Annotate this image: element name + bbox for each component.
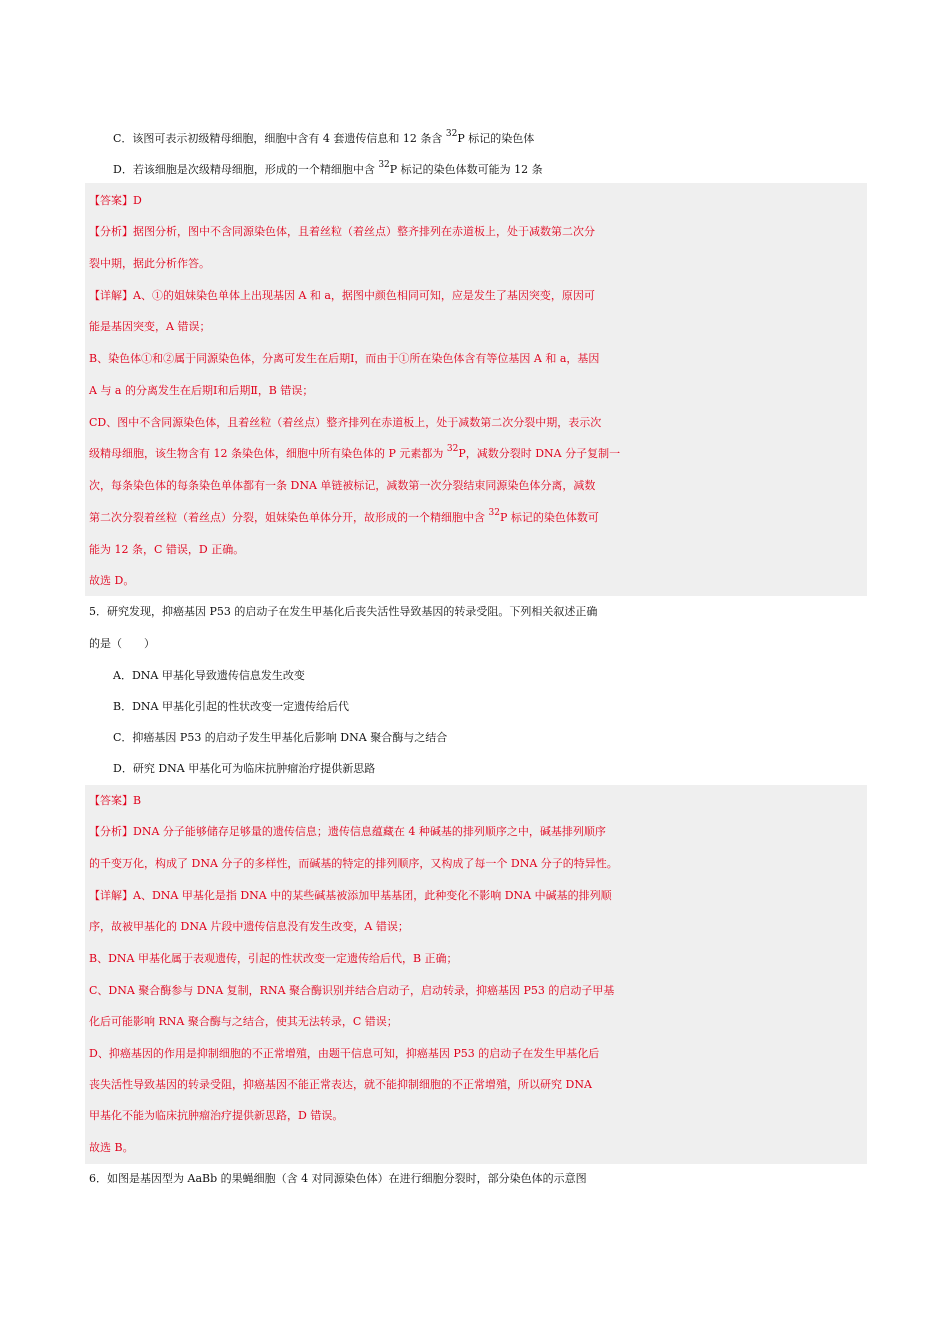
q4-detail-line: 能是基因突变，A 错误；: [89, 320, 211, 333]
q5-analysis-line: 的千变万化，构成了 DNA 分子的多样性，而碱基的特定的排列顺序，又构成了每一个 DNA 分子的特异性。: [89, 857, 618, 870]
q5-detail-line: 序，故被甲基化的 DNA 片段中遗传信息没有发生改变，A 错误；: [89, 920, 409, 933]
q4-choose: 故选 D。: [89, 574, 135, 587]
q4-detail-line: 第二次分裂着丝粒（着丝点）分裂，姐妹染色单体分开，故形成的一个精细胞中含 $^{32}$P 标记的染色体数可: [89, 508, 599, 524]
q4-option-d: D．若该细胞是次级精母细胞，形成的一个精细胞中含 $^{32}$P 标记的染色体数可能为 12 条: [113, 160, 543, 176]
q4-detail-line: 级精母细胞，该生物含有 12 条染色体，细胞中所有染色体的 P 元素都为 $^{32}$P，减数分裂时 DNA 分子复制一: [89, 444, 621, 460]
q5-detail-line: 丧失活性导致基因的转录受阻，抑癌基因不能正常表达，就不能抑制细胞的不正常增殖，所以研究 DNA: [89, 1078, 592, 1091]
q5-detail-line: C、DNA 聚合酶参与 DNA 复制，RNA 聚合酶识别并结合启动子，启动转录，抑癌基因 P53 的启动子甲基: [89, 984, 615, 997]
q4-analysis-line: 【分析】据图分析，图中不含同源染色体，且着丝粒（着丝点）整齐排列在赤道板上，处于减数第二次分: [89, 225, 595, 238]
q5-detail-line: D、抑癌基因的作用是抑制细胞的不正常增殖，由题干信息可知，抑癌基因 P53 的启动子在发生甲基化后: [89, 1047, 600, 1060]
q5-detail-line: 甲基化不能为临床抗肿瘤治疗提供新思路，D 错误。: [89, 1109, 344, 1122]
q5-answer: 【答案】B: [89, 794, 142, 807]
q4-detail-line: A 与 a 的分离发生在后期Ⅰ和后期Ⅱ，B 错误；: [89, 384, 314, 397]
q5-analysis-line: 【分析】DNA 分子能够储存足够量的遗传信息；遗传信息蕴藏在 4 种碱基的排列顺序之中，碱基排列顺序: [89, 825, 606, 838]
q5-stem: 5．研究发现，抑癌基因 P53 的启动子在发生甲基化后丧失活性导致基因的转录受阻。下列相关叙述正确: [89, 605, 598, 618]
q6-stem: 6．如图是基因型为 AaBb 的果蝇细胞（含 4 对同源染色体）在进行细胞分裂时，部分染色体的示意图: [89, 1172, 587, 1185]
q5-option-c: C．抑癌基因 P53 的启动子发生甲基化后影响 DNA 聚合酶与之结合: [113, 731, 448, 744]
q4-detail-line: B、染色体①和②属于同源染色体，分离可发生在后期Ⅰ，而由于①所在染色体含有等位基因 A 和 a，基因: [89, 352, 600, 365]
q5-choose: 故选 B。: [89, 1141, 134, 1154]
q5-option-a: A．DNA 甲基化导致遗传信息发生改变: [113, 669, 305, 682]
q5-detail-line: 【详解】A、DNA 甲基化是指 DNA 中的某些碱基被添加甲基基团，此种变化不影响 DNA 中碱基的排列顺: [89, 889, 612, 902]
q4-analysis-line: 裂中期，据此分析作答。: [89, 257, 210, 270]
q4-detail-line: CD、图中不含同源染色体，且着丝粒（着丝点）整齐排列在赤道板上，处于减数第二次分裂中期，表示次: [89, 416, 602, 429]
q4-detail-line: 【详解】A、①的姐妹染色单体上出现基因 A 和 a，据图中颜色相同可知，应是发生了基因突变，原因可: [89, 289, 595, 302]
q5-option-d: D．研究 DNA 甲基化可为临床抗肿瘤治疗提供新思路: [113, 762, 376, 775]
q5-detail-line: B、DNA 甲基化属于表观遗传，引起的性状改变一定遗传给后代，B 正确；: [89, 952, 458, 965]
q5-stem: 的是（ ）: [89, 637, 155, 650]
q4-answer: 【答案】D: [89, 194, 142, 207]
q4-detail-line: 次，每条染色体的每条染色单体都有一条 DNA 单链被标记，减数第一次分裂结束同源染色体分离，减数: [89, 479, 596, 492]
q4-option-c: C．该图可表示初级精母细胞，细胞中含有 4 套遗传信息和 12 条含 $^{32}$P 标记的染色体: [113, 129, 535, 145]
q5-option-b: B．DNA 甲基化引起的性状改变一定遗传给后代: [113, 700, 349, 713]
q4-detail-line: 能为 12 条，C 错误，D 正确。: [89, 543, 245, 556]
q5-detail-line: 化后可能影响 RNA 聚合酶与之结合，使其无法转录，C 错误；: [89, 1015, 398, 1028]
